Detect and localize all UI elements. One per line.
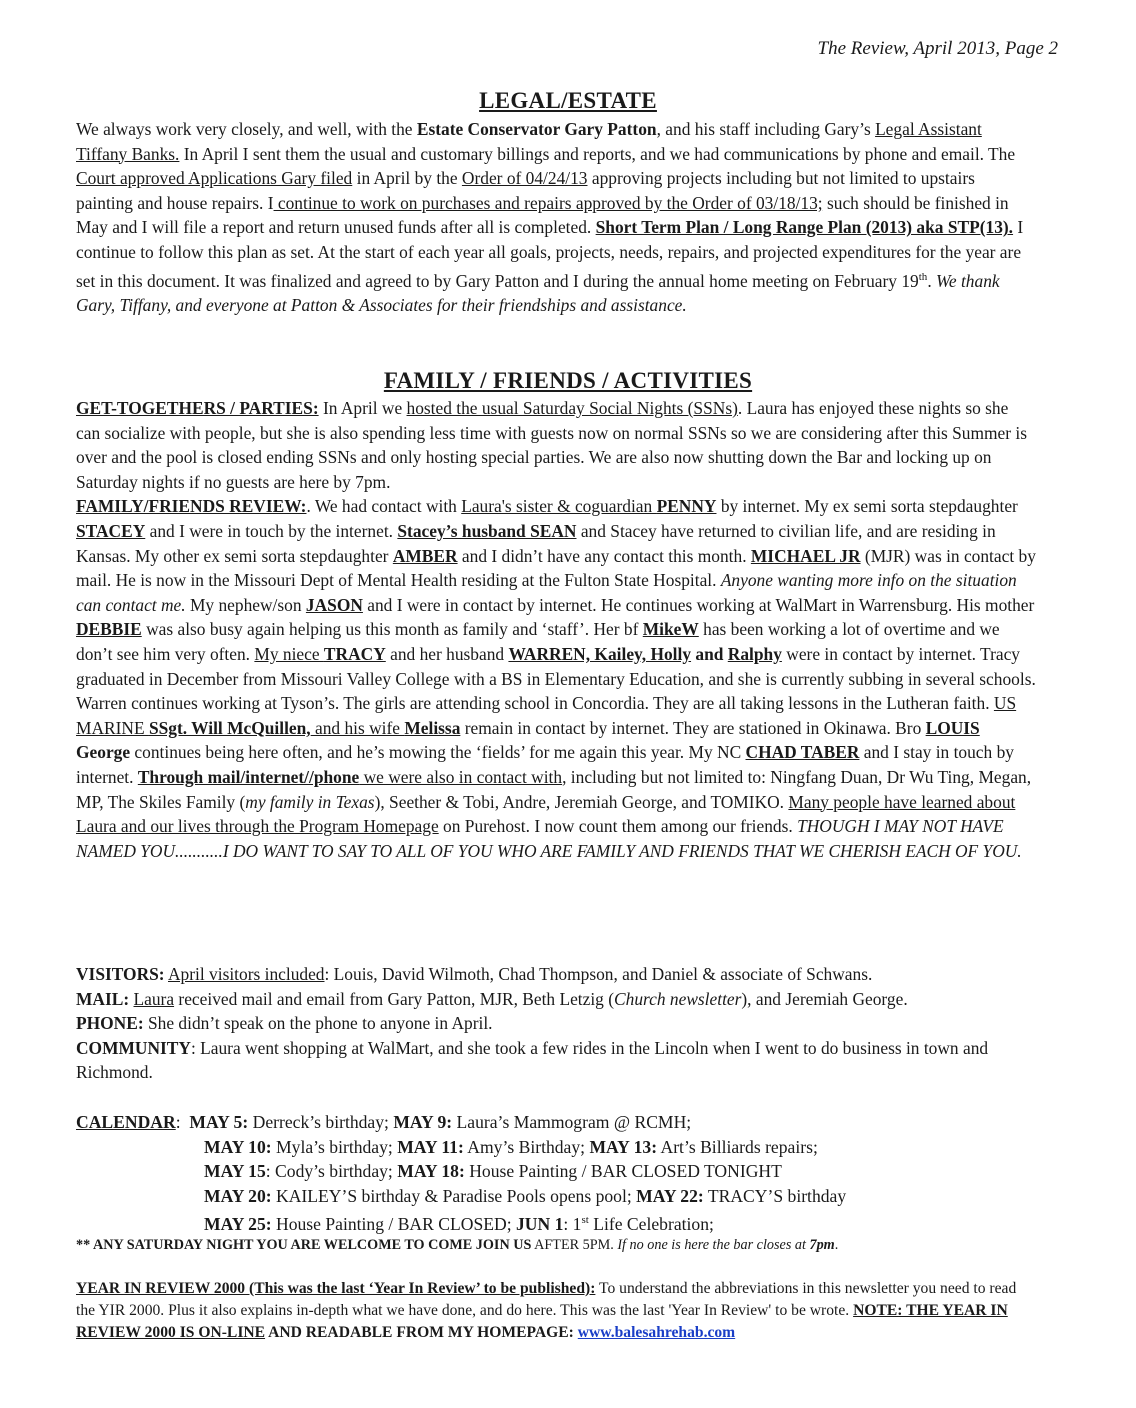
calendar-row: MAY 20: KAILEY’S birthday & Paradise Pools opens pool; MAY 22: TRACY’S birthday bbox=[204, 1185, 847, 1206]
year-in-review-section: YEAR IN REVIEW 2000 (This was the last ‘Year In Review’ to be published): To understand the abbreviations in this newsletter you need to read the YIR 2000. Plus it also explains in-depth what we have done, and do here. This was the last 'Year In Review' to be wrote. NOTE: THE YEAR IN REVIEW 2000 IS ON-LINE AND READABLE FROM MY HOMEPAGE: www.balesahrehab.com bbox=[76, 1280, 1017, 1341]
legal-estate-paragraph: We always work very closely, and well, with the Estate Conservator Gary Patton, and his staff including Gary’s Legal Assistant Tiffany Banks. In April I sent them the usual and customary billings and reports, and we had communications by phone and email. The Court approved Applications Gary filed in April by the Order of 04/24/13 approving projects including but not limited to upstairs painting and house repairs. I continue to work on purchases and repairs approved by the Order of 03/18/13; such should be finished in May and I will file a report and return unused funds after all is completed. Short Term Plan / Long Range Plan (2013) aka STP(13). I continue to follow this plan as set. At the start of each year all goals, projects, needs, repairs, and projected expenditures for the year are set in this document. It was finalized and agreed to by Gary Patton and I during the annual home meeting on February 19th. We thank Gary, Tiffany, and everyone at Patton & Associates for their friendships and assistance. bbox=[76, 119, 1024, 315]
legal-estate-heading: LEGAL/ESTATE bbox=[479, 88, 657, 113]
page-header: The Review, April 2013, Page 2 bbox=[817, 38, 1058, 59]
calendar-row: MAY 25: House Painting / BAR CLOSED; JUN 1: 1st Life Celebration; bbox=[204, 1214, 714, 1235]
calendar-row: MAY 15: Cody’s birthday; MAY 18: House Painting / BAR CLOSED TONIGHT bbox=[204, 1161, 782, 1182]
calendar-section bbox=[76, 1110, 1056, 1237]
family-friends-paragraph: GET-TOGETHERS / PARTIES: In April we hosted the usual Saturday Social Nights (SSNs). Laura has enjoyed these nights so she can socialize with people, but she is also spending less time with guests now on normal SSNs so we are considering after this Summer is over and the pool is closed ending SSNs and only hosting special parties. We are also now shutting down the Bar and locking up on Saturday nights if no guests are here by 7pm. FAMILY/FRIENDS REVIEW:. We had contact with Laura's sister & coguardian PENNY by internet. My ex semi sorta stepdaughter STACEY and I were in touch by the internet. Stacey’s husband SEAN and Stacey have returned to civilian life, and are residing in Kansas. My other ex semi sorta stepdaughter AMBER and I didn’t have any contact this month. MICHAEL JR (MJR) was in contact by mail. He is now in the Missouri Dept of Mental Health residing at the Fulton State Hospital. Anyone wanting more info on the situation can contact me. My nephew/son JASON and I were in contact by internet. He continues working at WalMart in Warrensburg. His mother DEBBIE was also busy again helping us this month as family and ‘staff’. Her bf MikeW has been working a lot of overtime and we don’t see him very often. My niece TRACY and her husband WARREN, Kailey, Holly and Ralphy were in contact by internet. Tracy graduated in December from Missouri Valley College with a BS in Elementary Education, and she is currently subbing in several schools. Warren continues working at Tyson’s. The girls are attending school in Concordia. They are all taking lessons in the Lutheran faith. US MARINE SSgt. Will McQuillen, and his wife Melissa remain in contact by internet. They are stationed in Okinawa. Bro LOUIS George continues being here often, and he’s mowing the ‘fields’ for me again this year. My NC CHAD TABER and I stay in touch by internet. Through mail/internet//phone we were also in contact with, including but not limited to: Ningfang Duan, Dr Wu Ting, Megan, MP, The Skiles Family (my family in Texas), Seether & Tobi, Andre, Jeremiah George, and TOMIKO. Many people have learned about Laura and our lives through the Program Homepage on Purehost. I now count them among our friends. THOUGH I MAY NOT HAVE NAMED YOU...........I DO WANT TO SAY TO ALL OF YOU WHO ARE FAMILY AND FRIENDS THAT WE CHERISH EACH OF YOU. bbox=[76, 398, 1036, 861]
homepage-link[interactable]: www.balesahrehab.com bbox=[577, 1324, 736, 1341]
visitors-section: VISITORS: April visitors included: Louis, David Wilmoth, Chad Thompson, and Daniel & associate of Schwans. MAIL: Laura received mail and email from Gary Patton, MJR, Beth Letzig (Church newsletter), and Jeremiah George. PHONE: She didn’t speak on the phone to anyone in April. COMMUNITY: Laura went shopping at WalMart, and she took a few rides in the Lincoln when I went to do business in town and Richmond. bbox=[76, 964, 989, 1083]
calendar-row: CALENDAR: MAY 5: Derreck’s birthday; MAY 9: Laura’s Mammogram @ RCMH; bbox=[76, 1112, 692, 1132]
family-friends-heading: FAMILY / FRIENDS / ACTIVITIES bbox=[383, 368, 753, 393]
calendar-row: MAY 10: Myla’s birthday; MAY 11: Amy’s Birthday; MAY 13: Art’s Billiards repairs; bbox=[204, 1136, 818, 1157]
calendar-note: ** ANY SATURDAY NIGHT YOU ARE WELCOME TO COME JOIN US AFTER 5PM. If no one is here the bar closes at 7pm. bbox=[76, 1237, 839, 1253]
